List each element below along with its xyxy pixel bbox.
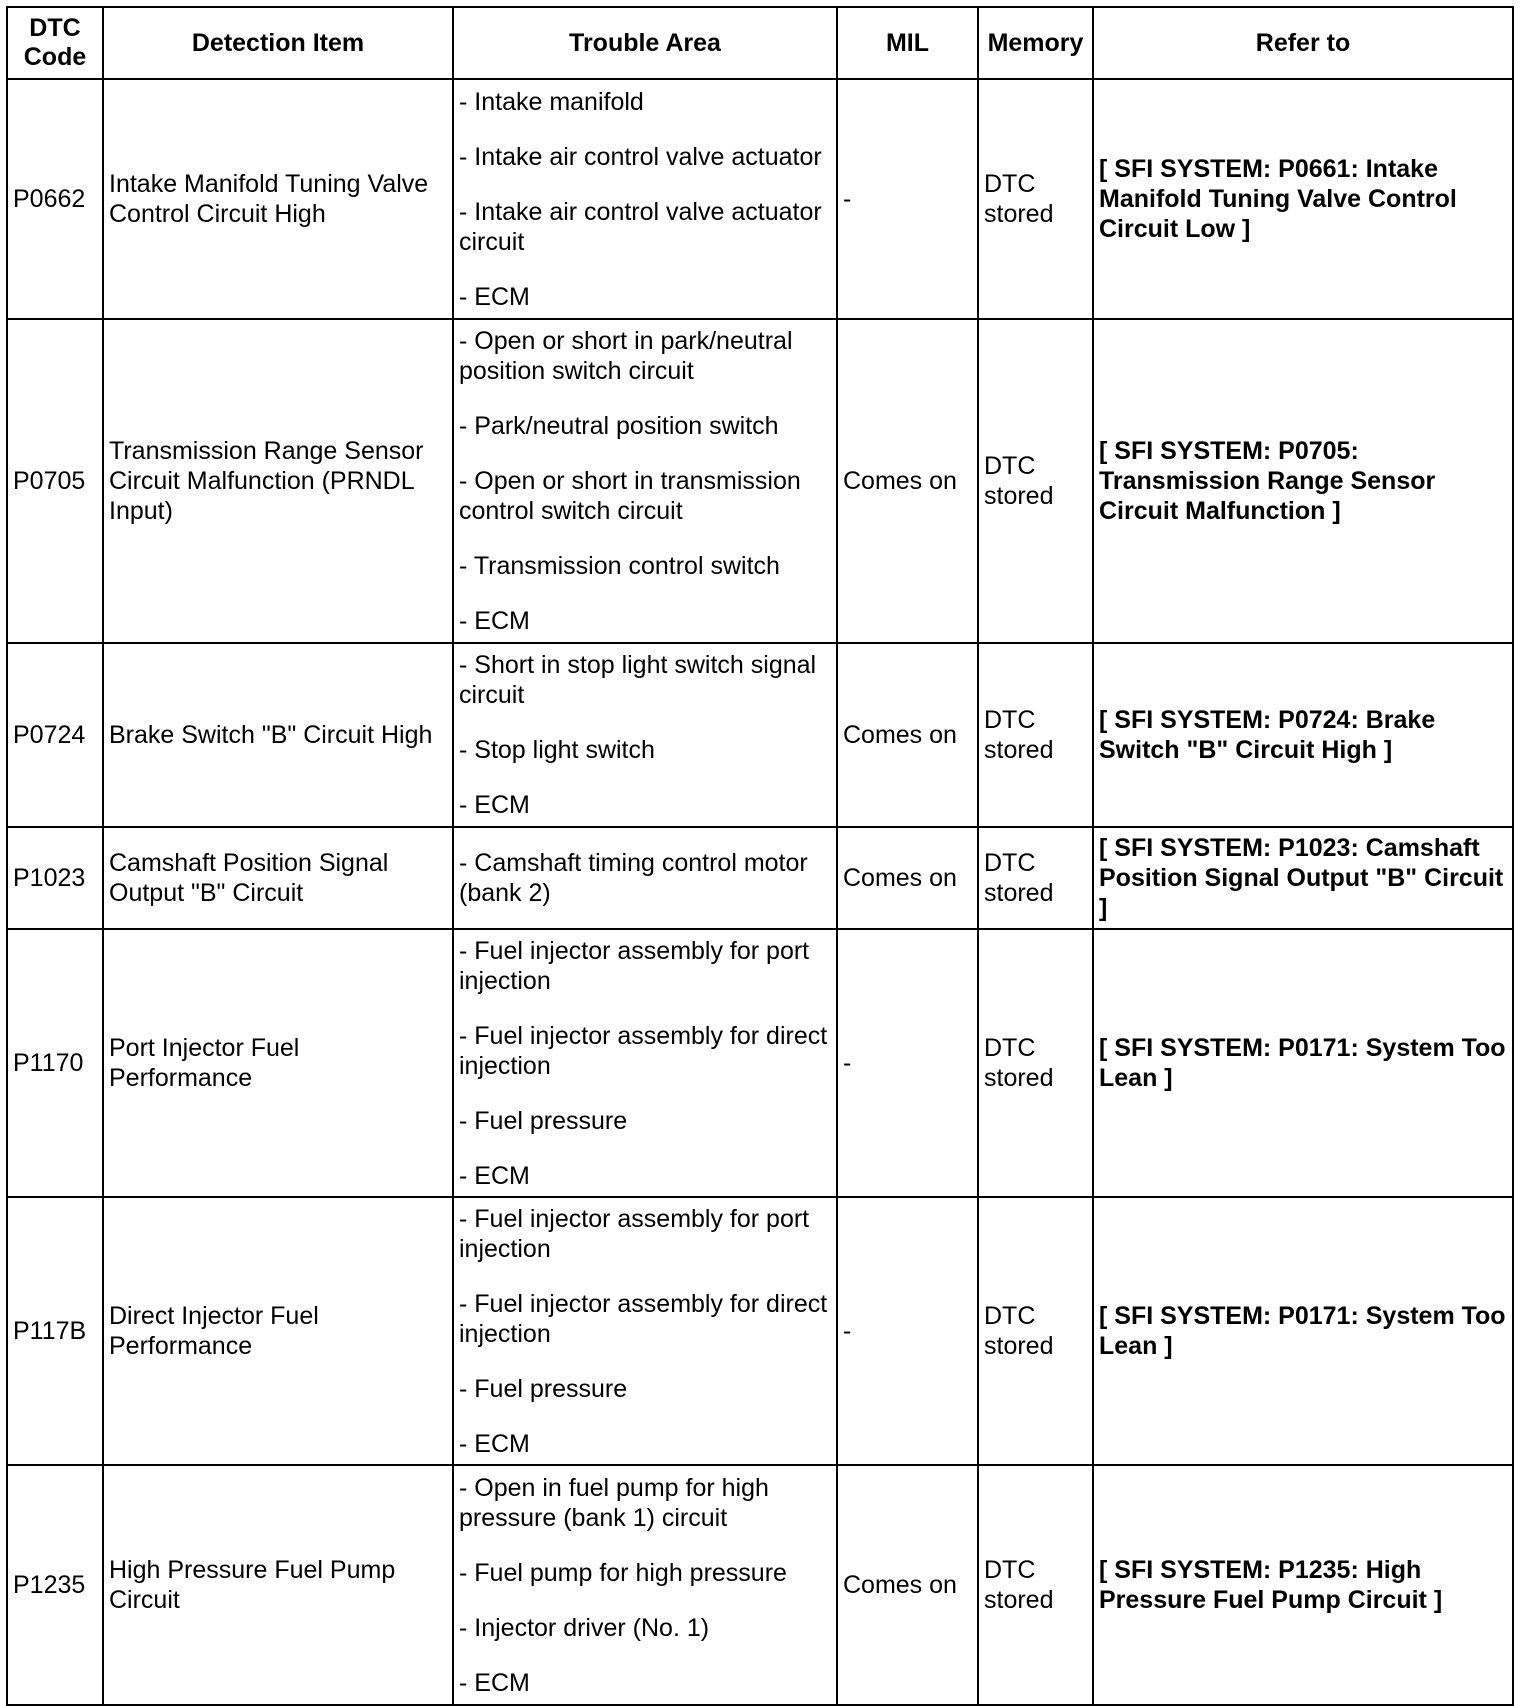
dtc-code: P0705	[7, 319, 103, 643]
trouble-area-item: - Intake air control valve actuator	[459, 142, 822, 171]
detection-item: Brake Switch "B" Circuit High	[103, 643, 453, 827]
mil-status: -	[837, 1197, 978, 1465]
trouble-area-item: - Fuel injector assembly for port injection	[459, 1204, 810, 1263]
refer-link[interactable]: [ SFI SYSTEM: P0724: Brake Switch "B" Circuit High ]	[1093, 643, 1513, 827]
detection-item: Camshaft Position Signal Output "B" Circuit	[103, 827, 453, 929]
table-row	[7, 319, 1513, 643]
trouble-area-item: - ECM	[459, 1161, 530, 1190]
trouble-area	[453, 1197, 837, 1465]
header-dtc-code: DTC Code	[7, 7, 103, 79]
trouble-area-item: - ECM	[459, 607, 530, 635]
mil-status: -	[837, 929, 978, 1197]
trouble-area	[453, 643, 837, 827]
trouble-area-item: - Fuel pressure	[459, 1374, 628, 1403]
trouble-area	[453, 827, 837, 929]
header-row	[7, 7, 1513, 79]
trouble-area-item: - Transmission control switch	[459, 552, 780, 580]
memory-status: DTC stored	[978, 643, 1093, 827]
mil-status: Comes on	[837, 827, 978, 929]
memory-status: DTC stored	[978, 929, 1093, 1197]
refer-link[interactable]: [ SFI SYSTEM: P0705: Transmission Range Sensor Circuit Malfunction ]	[1093, 319, 1513, 643]
mil-status: Comes on	[837, 319, 978, 643]
trouble-area-item: - ECM	[459, 1668, 530, 1697]
detection-item: Port Injector Fuel Performance	[103, 929, 453, 1197]
memory-status: DTC stored	[978, 1197, 1093, 1465]
detection-item: High Pressure Fuel Pump Circuit	[103, 1465, 453, 1705]
header-memory: Memory	[978, 7, 1093, 79]
table-row	[7, 929, 1513, 1197]
trouble-area-item: - Park/neutral position switch	[459, 412, 779, 440]
trouble-area	[453, 1465, 837, 1705]
refer-link[interactable]: [ SFI SYSTEM: P1023: Camshaft Position Signal Output "B" Circuit ]	[1093, 827, 1513, 929]
memory-status: DTC stored	[978, 319, 1093, 643]
trouble-area-item: - Camshaft timing control motor (bank 2)	[459, 849, 808, 907]
trouble-area-item: - Open in fuel pump for high pressure (bank 1) circuit	[459, 1473, 769, 1532]
detection-item: Intake Manifold Tuning Valve Control Circuit High	[103, 79, 453, 319]
detection-item: Transmission Range Sensor Circuit Malfunction (PRNDL Input)	[103, 319, 453, 643]
header-trouble-area: Trouble Area	[453, 7, 837, 79]
dtc-code: P0662	[7, 79, 103, 319]
mil-status: -	[837, 79, 978, 319]
refer-link[interactable]: [ SFI SYSTEM: P1235: High Pressure Fuel Pump Circuit ]	[1093, 1465, 1513, 1705]
trouble-area-item: - Intake air control valve actuator circuit	[459, 197, 822, 256]
trouble-area	[453, 79, 837, 319]
table-row	[7, 1465, 1513, 1705]
header-detection-item: Detection Item	[103, 7, 453, 79]
header-refer-to: Refer to	[1093, 7, 1513, 79]
trouble-area-item: - ECM	[459, 791, 530, 819]
table-row	[7, 643, 1513, 827]
trouble-area-item: - Fuel injector assembly for port injection	[459, 936, 810, 995]
trouble-area-item: - Intake manifold	[459, 87, 644, 116]
trouble-area	[453, 319, 837, 643]
trouble-area-item: - Fuel injector assembly for direct injection	[459, 1021, 828, 1080]
dtc-code: P117B	[7, 1197, 103, 1465]
mil-status: Comes on	[837, 643, 978, 827]
trouble-area-item: - Fuel pump for high pressure	[459, 1558, 787, 1587]
refer-link[interactable]: [ SFI SYSTEM: P0661: Intake Manifold Tuning Valve Control Circuit Low ]	[1093, 79, 1513, 319]
trouble-area-item: - Stop light switch	[459, 736, 655, 764]
detection-item: Direct Injector Fuel Performance	[103, 1197, 453, 1465]
trouble-area-item: - Short in stop light switch signal circuit	[459, 651, 817, 709]
trouble-area-item: - ECM	[459, 1429, 530, 1458]
trouble-area-item: - Fuel injector assembly for direct injection	[459, 1289, 828, 1348]
dtc-code: P0724	[7, 643, 103, 827]
trouble-area-item: - Fuel pressure	[459, 1106, 628, 1135]
dtc-table	[6, 6, 1514, 1706]
memory-status: DTC stored	[978, 1465, 1093, 1705]
mil-status: Comes on	[837, 1465, 978, 1705]
trouble-area-item: - Open or short in park/neutral position switch circuit	[459, 327, 793, 385]
trouble-area-item: - Open or short in transmission control switch circuit	[459, 467, 801, 525]
table-row	[7, 1197, 1513, 1465]
refer-link[interactable]: [ SFI SYSTEM: P0171: System Too Lean ]	[1093, 929, 1513, 1197]
trouble-area-item: - Injector driver (No. 1)	[459, 1613, 710, 1642]
memory-status: DTC stored	[978, 827, 1093, 929]
dtc-code: P1170	[7, 929, 103, 1197]
table-row	[7, 79, 1513, 319]
dtc-code: P1023	[7, 827, 103, 929]
trouble-area-item: - ECM	[459, 282, 530, 311]
table-row	[7, 827, 1513, 929]
memory-status: DTC stored	[978, 79, 1093, 319]
dtc-code: P1235	[7, 1465, 103, 1705]
header-mil: MIL	[837, 7, 978, 79]
trouble-area	[453, 929, 837, 1197]
refer-link[interactable]: [ SFI SYSTEM: P0171: System Too Lean ]	[1093, 1197, 1513, 1465]
